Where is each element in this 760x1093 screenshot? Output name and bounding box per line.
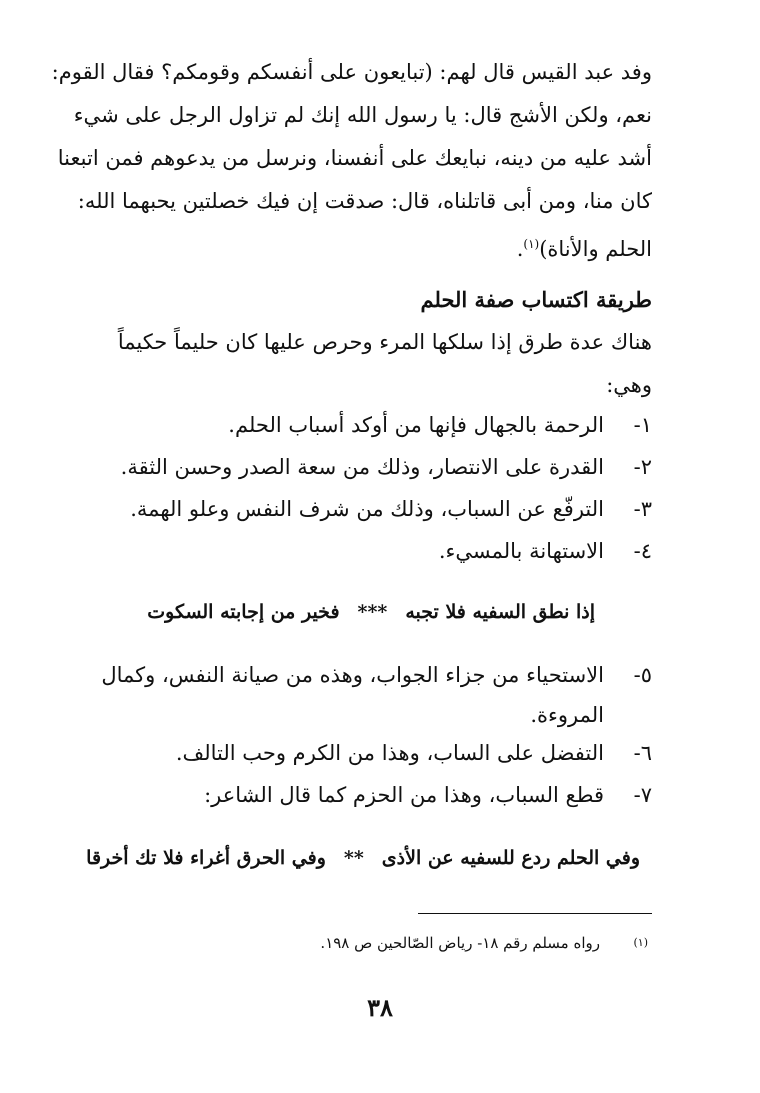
list-item-1	[228, 405, 652, 445]
list-item-5	[101, 655, 652, 695]
poem-verse-2	[86, 838, 640, 878]
poem-verse-1-second-hemistich: فخير من إجابته السكوت	[147, 601, 340, 623]
paragraph-line-3: أشد عليه من دينه، نبايعك على أنفسنا، ونرسل من يدعوهم فمن اتبعنا	[57, 146, 652, 170]
list-item-7	[204, 775, 652, 815]
list-item-6	[176, 733, 652, 773]
list-item-number: ٤-	[633, 539, 652, 563]
list-item-text: الترفّع عن السباب، وذلك من شرف النفس وعلو الهمة.	[130, 497, 604, 521]
list-item-number: ٧-	[633, 783, 652, 807]
page-number: ٣٨	[367, 993, 393, 1022]
footnote-divider	[418, 913, 652, 914]
footnote-mark: (١)	[633, 936, 648, 949]
list-item-number: ٦-	[633, 741, 652, 765]
paragraph-line-2: نعم، ولكن الأشج قال: يا رسول الله إنك لم تزاول الرجل على شيء	[73, 103, 652, 127]
list-item-5-continuation: المروءة.	[530, 703, 604, 727]
list-item-number: ٣-	[633, 497, 652, 521]
footnote-text: رواه مسلم رقم ١٨- رياض الصّالحين ص ١٩٨.	[320, 934, 600, 952]
list-item-2	[121, 447, 652, 487]
list-item-text: قطع السباب، وهذا من الحزم كما قال الشاعر:	[204, 783, 604, 807]
poem-verse-2-first-hemistich: وفي الحلم ردع للسفيه عن الأذى	[381, 847, 640, 869]
list-item-number: ٢-	[633, 455, 652, 479]
intro-line-1: هناك عدة طرق إذا سلكها المرء وحرص عليها كان حليماً حكيماً	[117, 330, 652, 354]
list-item-number: ١-	[633, 413, 652, 437]
list-item-number: ٥-	[633, 663, 652, 687]
paragraph-line-1: وفد عبد القيس قال لهم: (تبايعون على أنفسكم وقومكم؟ فقال القوم:	[51, 60, 652, 84]
footnote	[320, 931, 648, 955]
poem-verse-2-separator: **	[343, 847, 364, 869]
list-item-text: الرحمة بالجهال فإنها من أوكد أسباب الحلم.	[228, 413, 604, 437]
list-item-text: القدرة على الانتصار، وذلك من سعة الصدر وحسن الثقة.	[120, 455, 604, 479]
poem-verse-1-first-hemistich: إذا نطق السفيه فلا تجبه	[405, 601, 595, 623]
list-item-4	[439, 531, 652, 571]
footnote-reference[interactable]: (١)	[523, 237, 540, 251]
list-item-text: الاستهانة بالمسيء.	[438, 539, 604, 563]
section-heading: طريقة اكتساب صفة الحلم	[420, 287, 652, 312]
intro-line-2: وهي:	[606, 373, 652, 397]
poem-verse-2-second-hemistich: وفي الحرق أغراء فلا تك أخرقا	[86, 847, 326, 869]
paragraph-last-text: الحلم والأناة)	[539, 237, 652, 261]
list-item-3	[130, 489, 652, 529]
paragraph-line-4: كان منا، ومن أبى قاتلناه، قال: صدقت إن فيك خصلتين يحبهما الله:	[77, 189, 652, 213]
paragraph-end: .	[516, 237, 524, 261]
poem-verse-1-separator: ***	[357, 601, 388, 623]
list-item-text: الاستحياء من جزاء الجواب، وهذه من صيانة النفس، وكمال	[101, 663, 604, 687]
paragraph-line-5	[517, 224, 652, 269]
poem-verse-1	[147, 592, 595, 632]
list-item-text: التفضل على الساب، وهذا من الكرم وحب التالف.	[175, 741, 604, 765]
